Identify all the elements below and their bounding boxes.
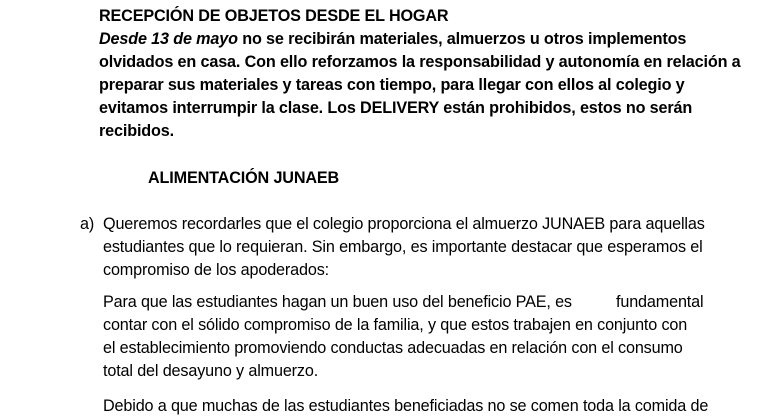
date-emphasis: Desde 13 de mayo — [99, 30, 238, 48]
list-marker: a) — [80, 215, 95, 233]
paragraph-line: Debido a que muchas de las estudiantes beneficiadas no se comen toda la comida de — [103, 397, 709, 415]
paragraph-line: total del desayuno y almuerzo. — [103, 362, 319, 380]
paragraph-line: preparar sus materiales y tareas con tiempo, para llegar con ellos al colegio y — [99, 76, 685, 94]
paragraph-line: evitamos interrumpir la clase. Los DELIVERY están prohibidos, estos no serán — [99, 99, 693, 117]
paragraph-line: recibidos. — [99, 122, 174, 140]
paragraph-line: el establecimiento promoviendo conductas adecuadas en relación con el consumo — [103, 339, 683, 357]
paragraph-text: no se recibirán materiales, almuerzos u otros implementos — [237, 30, 687, 48]
section-title-alimentacion: ALIMENTACIÓN JUNAEB — [148, 169, 340, 187]
paragraph-line — [99, 29, 686, 49]
list-item-line: compromiso de los apoderados: — [103, 261, 329, 279]
paragraph-line: olvidados en casa. Con ello reforzamos la responsabilidad y autonomía en relación a — [99, 53, 741, 71]
list-item-line: estudiantes que lo requieran. Sin embargo, es importante destacar que esperamos el — [103, 238, 703, 256]
section-title-recepcion: RECEPCIÓN DE OBJETOS DESDE EL HOGAR — [99, 7, 449, 25]
paragraph-line: contar con el sólido compromiso de la familia, y que estos trabajen en conjunto con — [103, 316, 688, 334]
list-item-line: Queremos recordarles que el colegio proporciona el almuerzo JUNAEB para aquellas — [103, 215, 705, 233]
paragraph-line — [103, 292, 572, 312]
paragraph-text: Para que las estudiantes hagan un buen uso del beneficio PAE, es — [103, 293, 572, 311]
paragraph-text-fundamental: fundamental — [616, 293, 704, 311]
